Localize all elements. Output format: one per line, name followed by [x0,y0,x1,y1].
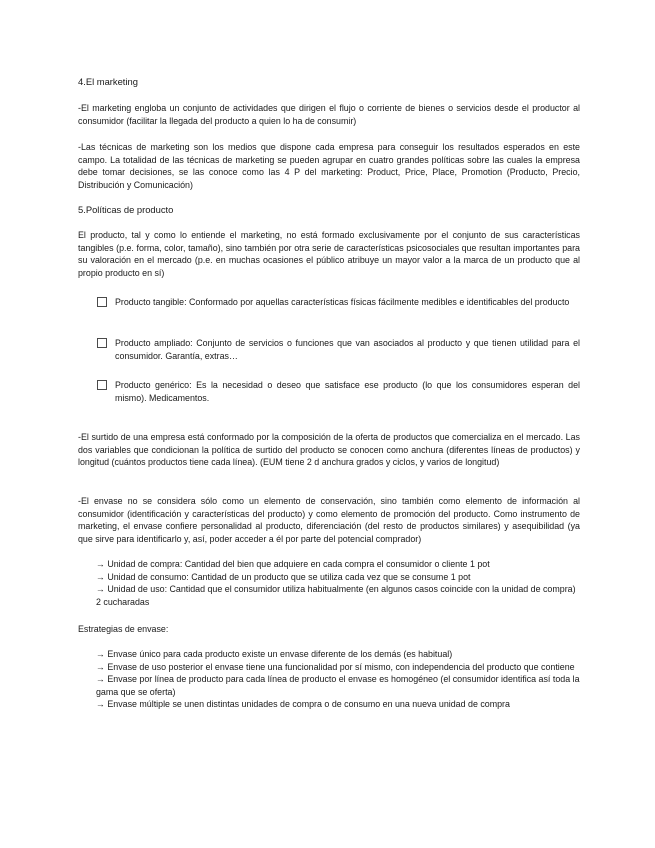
section-title-marketing: 4.El marketing [78,76,138,87]
checkbox-icon [97,338,107,348]
section-title-producto: 5.Políticas de producto [78,204,174,215]
list-item: → Envase múltiple se unen distintas unidades de compra o de consumo en una nueva unidad de compra [96,699,510,710]
checklist-item-text: Producto ampliado: Conjunto de servicios o funciones que van asociados al producto y que tienen utilidad para el consumidor. Garantía, extras… [115,338,580,361]
estrategias-list [96,648,580,711]
producto-intro-paragraph: El producto, tal y como lo entiende el marketing, no está formado exclusivamente por el conjunto de sus características tangibles (p.e. forma, color, tamaño), sino también por otra serie de características psicosociales que resultan importantes para su valoración en el mercado (p.e. en muchas ocasiones el público atribuye un mayor valor a la marca de un producto que al propio producto en sí) [78,230,580,278]
list-item: → Unidad de consumo: Cantidad de un producto que se utiliza cada vez que se consume 1 pot [96,571,471,582]
list-item: → Unidad de uso: Cantidad que el consumidor utiliza habitualmente (en algunos casos coincide con la unidad de compra) 2 cucharadas [96,584,576,607]
unidades-list [96,558,580,608]
list-item: → Envase de uso posterior el envase tiene una funcionalidad por sí mismo, con independencia del producto que contiene [96,661,575,672]
checkbox-icon [97,380,107,390]
checkbox-icon [97,297,107,307]
marketing-paragraph-2: -Las técnicas de marketing son los medios que dispone cada empresa para conseguir los resultados esperados en este campo. La totalidad de las técnicas de marketing se pueden agrupar en cuatro grandes políticas sobre las cuales la empresa debe tomar decisiones, se las conoce como las 4 P del marketing: Product, Price, Place, Promotion (Producto, Precio, Distribución y Comunicación) [78,142,580,190]
list-item: → Unidad de compra: Cantidad del bien que adquiere en cada compra el consumidor o cliente 1 pot [96,559,490,569]
surtido-paragraph: -El surtido de una empresa está conformado por la composición de la oferta de productos que comercializa en el mercado. Las dos variables que condicionan la política de surtido del producto se conocen como anchura (diferentes líneas de productos) y longitud (cuántos productos tiene cada línea). (EUM tiene 2 d anchura grados y ciclos, y varios de longitud) [78,432,580,468]
list-item: → Envase único para cada producto existe un envase diferente de los demás (es habitual) [96,649,453,659]
list-item: → Envase por línea de producto para cada línea de producto el envase es homogéneo (el consumidor identifica así toda la gama que se oferta) [96,674,580,697]
marketing-paragraph-1: -El marketing engloba un conjunto de actividades que dirigen el flujo o corriente de bienes o servicios desde el productor al consumidor (facilitar la llegada del producto a quien lo ha de consumir) [78,103,580,126]
checklist-item-text: Producto genérico: Es la necesidad o deseo que satisface ese producto (lo que los consumidores esperan del mismo). Medicamentos. [115,380,580,403]
envase-paragraph: -El envase no se considera sólo como un elemento de conservación, sino también como elemento de información al consumidor (identificación y características del producto) y como elemento de promoción del producto. Como instrumento de marketing, el envase confiere personalidad al producto, diferenciación (del resto de productos similares) y asequibilidad (ya que sirve para identificarlo y, así, poder acceder a él por parte del potencial comprador) [78,496,580,544]
estrategias-title: Estrategias de envase: [78,624,169,634]
checklist-item-text: Producto tangible: Conformado por aquellas características físicas fácilmente medibles e identificables del producto [115,297,570,307]
